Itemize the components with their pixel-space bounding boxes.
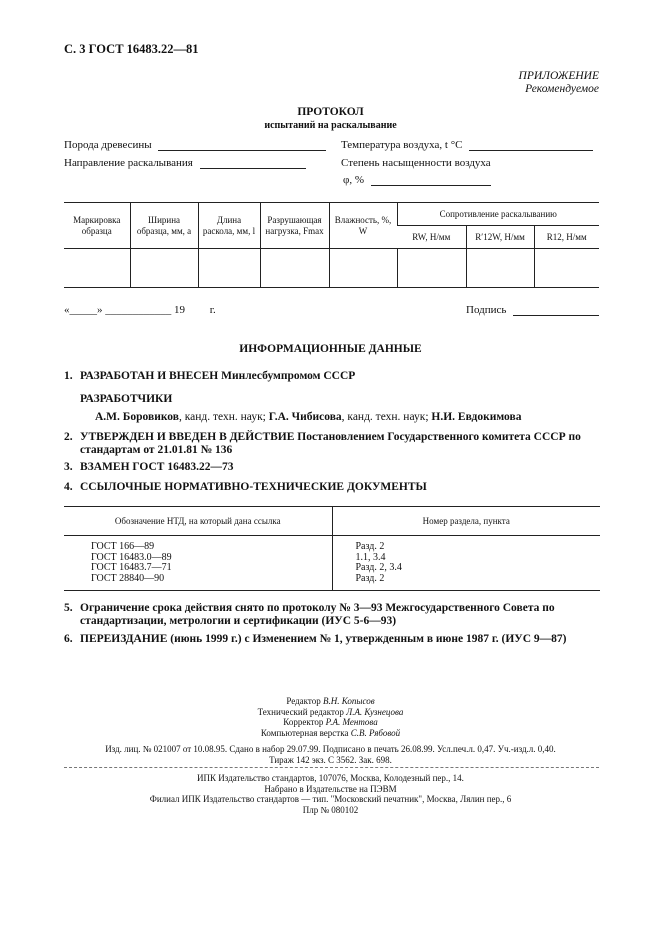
col-header-width: Ширина образца, мм, a (130, 203, 198, 249)
ntd-doc: ГОСТ 166—89 (91, 541, 155, 552)
imprint-proofreader: Корректор Р.А. Ментова (283, 717, 378, 727)
table-cell (397, 249, 466, 288)
wood-species-field (64, 139, 326, 151)
ntd-header-section: Номер раздела, пункта (332, 507, 600, 536)
air-saturation-label: Степень насыщенности воздуха (341, 157, 491, 169)
info-item-2 (64, 431, 581, 457)
ntd-section: Разд. 2 (355, 572, 385, 584)
imprint-divider (64, 767, 599, 768)
info-item-3 (64, 461, 233, 474)
appendix-status: Рекомендуемое (525, 83, 599, 95)
col-header-split-resistance: Сопротивление раскалыванию (397, 203, 599, 226)
item-text: ПЕРЕИЗДАНИЕ (июнь 1999 г.) с Изменением № 1, утвержденным в июне 1987 г. (ИУС 9—87) (80, 633, 567, 645)
protocol-table-empty-row (64, 249, 599, 288)
item-text: РАЗРАБОТАН И ВНЕСЕН Минлесбумпромом СССР (80, 370, 356, 382)
table-cell (260, 249, 329, 288)
publisher-line: Плр № 080102 (302, 804, 359, 815)
publisher-line: Филиал ИПК Издательство стандартов — тип. "Московский печатник", Москва, Лялин пер., 6 (149, 794, 512, 804)
ntd-doc: ГОСТ 16483.0—89 (91, 551, 172, 563)
publisher-line: Набрано в Издательстве на ПЭВМ (264, 783, 397, 794)
ntd-header-document: Обозначение НТД, на который дана ссылка (64, 507, 332, 536)
ntd-section: Разд. 2 (355, 541, 385, 552)
info-item-4 (64, 481, 427, 494)
item-text-continuation: стандартам от 21.01.81 № 136 (80, 444, 233, 456)
col-header-load: Разрушающая нагрузка, Fmax (260, 203, 329, 249)
table-cell (534, 249, 599, 288)
info-item-5 (64, 602, 555, 628)
item-number: 1. (64, 370, 73, 382)
info-item-1 (64, 370, 355, 383)
air-temperature-label: Температура воздуха, t °С (341, 139, 463, 151)
protocol-subtitle: испытаний на раскалывание (264, 120, 397, 131)
ntd-doc: ГОСТ 28840—90 (91, 572, 165, 584)
imprint-credits (0, 696, 661, 738)
page-header: С. 3 ГОСТ 16483.22—81 (64, 42, 199, 56)
item-text: УТВЕРЖДЕН И ВВЕДЕН В ДЕЙСТВИЕ Постановлением Государственного комитета СССР по (80, 431, 581, 443)
developers-list (95, 411, 521, 424)
subcol-header-rw: RW, Н/мм (412, 231, 451, 242)
appendix-title: ПРИЛОЖЕНИЕ (518, 70, 599, 82)
air-temperature-field (341, 139, 593, 151)
phi-label: φ, % (343, 174, 365, 186)
imprint-layout: Компьютерная верстка С.В. Рябовой (260, 727, 401, 738)
col-header-moisture: Влажность, %, W (329, 203, 397, 249)
item-text: ССЫЛОЧНЫЕ НОРМАТИВНО-ТЕХНИЧЕСКИЕ ДОКУМЕНТЫ (80, 481, 427, 493)
reference-documents-table (64, 506, 600, 591)
developers-heading: РАЗРАБОТЧИКИ (80, 393, 173, 405)
developer-degree: , канд. техн. наук; (178, 411, 269, 423)
phi-blank (371, 176, 491, 186)
air-temperature-blank (469, 141, 593, 151)
imprint-publisher (0, 773, 661, 815)
table-cell (466, 249, 534, 288)
imprint-tech-editor: Технический редактор Л.А. Кузнецова (257, 706, 404, 717)
publisher-line: ИПК Издательство стандартов, 107076, Москва, Колодезный пер., 14. (197, 773, 464, 783)
protocol-title: ПРОТОКОЛ (297, 106, 364, 118)
developer-degree: , канд. техн. наук; (341, 411, 432, 423)
phi-field (343, 174, 491, 186)
table-row (64, 536, 600, 591)
ntd-section: 1.1, 3.4 (355, 551, 386, 563)
split-direction-field (64, 157, 306, 169)
protocol-table (64, 202, 599, 288)
imprint-license (0, 744, 661, 765)
item-text: Ограничение срока действия снято по протоколу № 3—93 Межгосударственного Совета по (80, 602, 555, 614)
info-section-title: ИНФОРМАЦИОННЫЕ ДАННЫЕ (239, 343, 422, 355)
table-cell (64, 249, 130, 288)
item-text-continuation: стандартизации, метрологии и сертификации (ИУС 5-6—93) (80, 615, 397, 627)
wood-species-label: Порода древесины (64, 139, 152, 151)
license-line: Изд. лиц. № 021007 от 10.08.95. Сдано в набор 29.07.99. Подписано в печать 26.08.99. Усл.печ.л. 0,47. Уч.-изд.л. 0,40. (105, 744, 556, 754)
ntd-section: Разд. 2, 3.4 (355, 562, 402, 573)
item-text: ВЗАМЕН ГОСТ 16483.22—73 (80, 461, 234, 473)
date-prefix: «_____» ____________ 19 (64, 304, 185, 316)
item-number: 4. (64, 481, 73, 493)
signature-label: Подпись (466, 304, 507, 316)
table-cell (198, 249, 260, 288)
subcol-header-r12: R12, Н/мм (534, 226, 599, 249)
developer-name: Н.И. Евдокимова (431, 411, 522, 423)
item-number: 6. (64, 633, 73, 645)
imprint-editor: Редактор В.Н. Копысов (286, 696, 375, 706)
appendix-label (519, 70, 599, 96)
developer-name: Г.А. Чибисова (268, 411, 342, 423)
signature-field (466, 304, 599, 316)
ntd-doc: ГОСТ 16483.7—71 (91, 562, 172, 573)
item-number: 3. (64, 461, 73, 473)
protocol-title-block (0, 106, 661, 132)
date-suffix: г. (209, 304, 216, 316)
date-field (64, 304, 216, 316)
subcol-header-r12w: R′12W, Н/мм (466, 226, 534, 249)
col-header-marking: Маркировка образца (64, 203, 130, 249)
info-item-6 (64, 633, 566, 646)
item-number: 2. (64, 431, 73, 443)
table-cell (130, 249, 198, 288)
license-line: Тираж 142 экз. С 3562. Зак. 698. (269, 754, 392, 765)
col-header-length: Длина раскола, мм, l (198, 203, 260, 249)
split-direction-label: Направление раскалывания (64, 157, 193, 169)
table-cell (329, 249, 397, 288)
wood-species-blank (158, 141, 326, 151)
signature-blank (513, 306, 599, 316)
split-direction-blank (200, 159, 306, 169)
item-number: 5. (64, 602, 73, 614)
developer-name: А.М. Боровиков (95, 411, 179, 423)
